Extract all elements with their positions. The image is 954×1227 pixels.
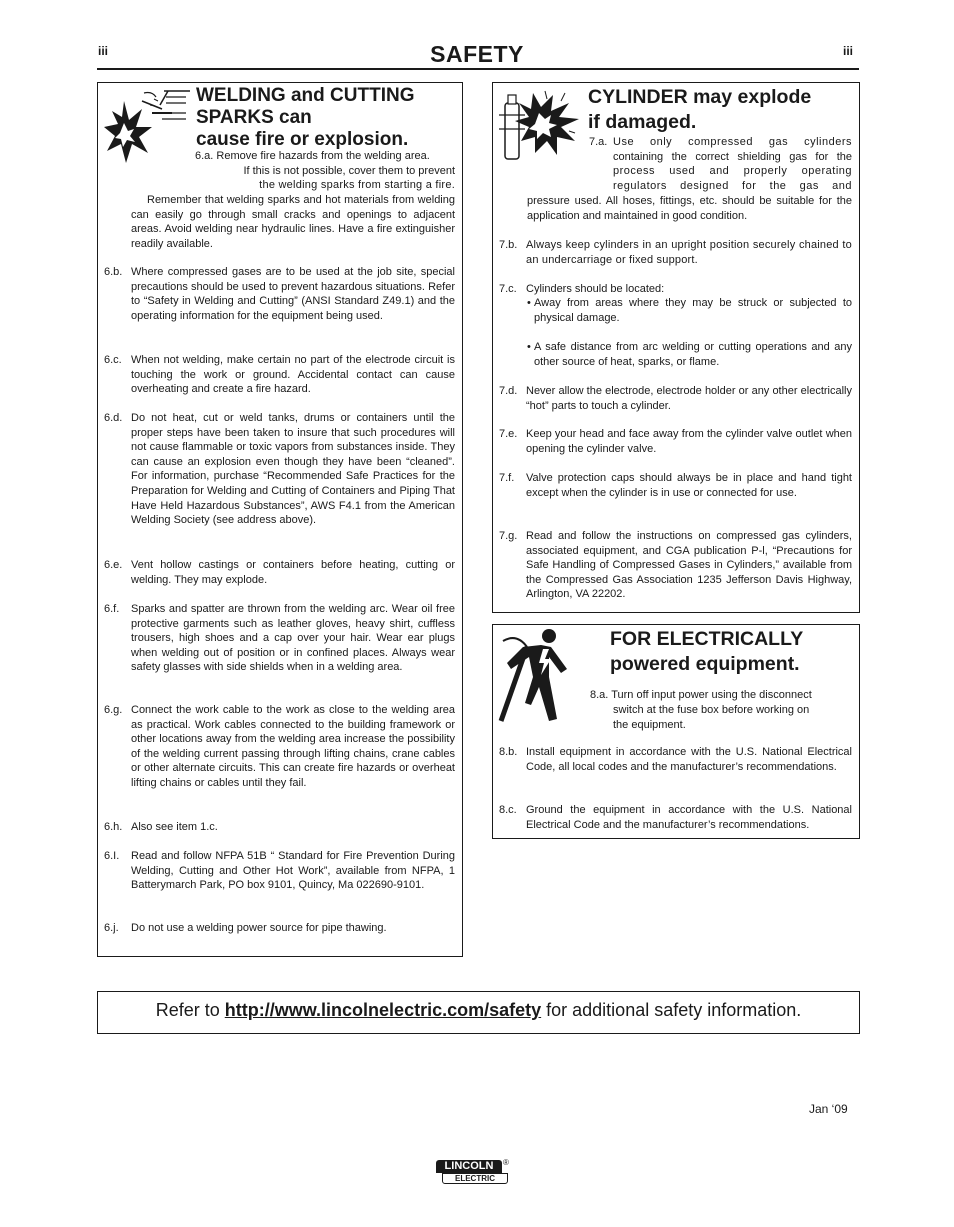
refer-banner — [97, 991, 860, 1034]
item-7f: 7.f. Valve protection caps should always be in place and hand tight except when the cylinder is in use or connected for use. — [499, 472, 852, 499]
item-6h: 6.h. Also see item 1.c. — [104, 821, 218, 833]
title-rule — [97, 68, 859, 70]
page-number-left: iii — [98, 44, 109, 58]
bullet-7c-2: • A safe distance from arc welding or cutting operations and any other source of heat, sparks, or flame. — [527, 341, 852, 368]
electrical-section: FOR ELECTRICALLY powered equipment. 8.a. Turn off input power using the disconnect switch at the fuse box before working on the equipment. 8.b. Install equipment in accordance with the U.S. National Electrical Code, all local codes and the manufacturer’s recommendations. 8.c. Ground the equipment in accordance with the U.S. National Electrical Code and the manufacturer’s recommendations. — [492, 624, 860, 839]
refer-line: Refer to http://www.lincolnelectric.com/safety for additional safety information. — [155, 1000, 802, 1020]
item-7c: 7.c. Cylinders should be located: — [499, 283, 665, 295]
sparks-explosion-icon — [102, 87, 192, 165]
item-6i: 6.I. Read and follow NFPA 51B “ Standard for Fire Prevention During Welding, Cutting and Other Hot Work”, available from NFPA, 1 Batterymarch Park, PO box 9101, Quincy, Ma 022690-9101. — [104, 850, 455, 892]
item-6e: 6.e. Vent hollow castings or containers before heating, cutting or welding. They may explode. — [104, 559, 455, 586]
safety-link[interactable]: http://www.lincolnelectric.com/safety — [224, 1000, 542, 1020]
page-number-right: iii — [843, 44, 854, 58]
bullet-7c-1: • Away from areas where they may be struck or subjected to physical damage. — [527, 297, 852, 324]
item-6b: 6.b. Where compressed gases are to be used at the job site, special precautions should be used to prevent hazardous situations. Refer to “Safety in Welding and Cutting” (ANSI Standard Z49.1) and the operating information for the equipment being used. — [104, 266, 455, 322]
cylinder-section: CYLINDER may explode if damaged. 7.a. Use only compressed gas cylinders containing the correct shielding gas for the process used and properly operating regulators designed for the gas and pressure used. All hoses, fittings, etc. should be suitable for the application and maintained in good condition. 7.b. Always keep cylinders in an upright position securely chained to an undercarriage or fixed support. 7.c. Cylinders should be located: • Away from areas where they may be struck or subjected to physical damage. • A safe distance from arc welding or cutting operations and any other source of heat, sparks, or flame. 7.d. Never allow the electrode, electrode holder or any other electrically “hot” parts to touch a cylinder. 7.e. Keep your head and face away from the cylinder valve outlet when opening the cylinder valve. 7.f. Valve protection caps should always be in place and hand tight except when the cylinder is in use or connected for use. 7.g. Read and follow the instructions on compressed gas cylinders, associated equipment, and CGA publication P-l, “Precautions for Safe Handling of Compressed Gases in Cylinders,” available from the Compressed Gas Association 1235 Jefferson Davis Highway, Arlington, VA 22202. — [492, 82, 860, 613]
cylinder-heading: CYLINDER may explode if damaged. — [588, 86, 812, 134]
welding-heading: WELDING and CUTTING SPARKS can cause fire or explosion. — [196, 85, 415, 150]
item-7b: 7.b. Always keep cylinders in an upright position securely chained to an undercarriage or fixed support. — [499, 239, 852, 266]
item-7d: 7.d. Never allow the electrode, electrode holder or any other electrically “hot” parts to touch a cylinder. — [499, 385, 852, 412]
item-6g: 6.g. Connect the work cable to the work as close to the welding area as practical. Work cables connected to the building framework or other locations away from the welding area increase the possibility of the welding current passing through lifting chains, crane cables or other alternate circuits. This can create fire hazards or overheat lifting chains or cables until they fail. — [104, 704, 455, 789]
item-7e: 7.e. Keep your head and face away from the cylinder valve outlet when opening the cylinder valve. — [499, 428, 852, 455]
item-6d: 6.d. Do not heat, cut or weld tanks, drums or containers until the proper steps have been taken to insure that such procedures will not cause flammable or toxic vapors from substances inside. They can cause an explosion even though they have been “cleaned”. For information, purchase “Recommended Safe Practices for the Preparation for Welding and Cutting of Containers and Piping That Have Held Hazardous Substances”, AWS F4.1 from the American Welding Society (see address above). — [104, 412, 455, 527]
item-6c: 6.c. When not welding, make certain no part of the electrode circuit is touching the work or ground. Accidental contact can cause overheating and create a fire hazard. — [104, 354, 455, 396]
welding-sparks-section: WELDING and CUTTING SPARKS can cause fire or explosion. 6.a. Remove fire hazards from the welding area. If this is not possible, cover them to prevent the welding sparks from starting a fire. Remember that welding sparks and hot materials from welding can easily go through small cracks and openings to adjacent areas. Avoid welding near hydraulic lines. Have a fire extinguisher readily available. 6.b. Where compressed gases are to be used at the job site, special precautions should be used to prevent hazardous situations. Refer to “Safety in Welding and Cutting” (ANSI Standard Z49.1) and the operating information for the equipment being used. 6.c. When not welding, make certain no part of the electrode circuit is touching the work or ground. Accidental contact can cause overheating and create a fire hazard. 6.d. Do not heat, cut or weld tanks, drums or containers until the proper steps have been taken to insure that such procedures will not cause flammable or toxic vapors from substances inside. They can cause an explosion even though they have been “cleaned”. For information, purchase “Recommended Safe Practices for the Preparation for Welding and Cutting of Containers and Piping That Have Held Hazardous Substances”, AWS F4.1 from the American Welding Society (see address above). 6.e. Vent hollow castings or containers before heating, cutting or welding. They may explode. 6.f. Sparks and spatter are thrown from the welding arc. Wear oil free protective garments such as leather gloves, heavy shirt, cuffless trousers, high shoes and a cap over your hair. Wear ear plugs when welding out of position or in confined places. Always wear safety glasses with side shields when in a welding area. 6.g. Connect the work cable to the work as close to the welding area as practical. Work cables connected to the building framework or other locations away from the welding area increase the possibility of the welding current passing through lifting chains, crane cables or other alternate circuits. This can create fire hazards or overheat lifting chains or cables until they fail. 6.h. Also see item 1.c. 6.I. Read and follow NFPA 51B “ Standard for Fire Prevention During Welding, Cutting and Other Hot Work”, available from NFPA, 1 Batterymarch Park, PO box 9101, Quincy, Ma 022690-9101. 6.j. Do not use a welding power source for pipe thawing. — [97, 82, 463, 957]
item-8c: 8.c. Ground the equipment in accordance with the U.S. National Electrical Code and the manufacturer’s recommendations. — [499, 804, 852, 831]
item-6f: 6.f. Sparks and spatter are thrown from the welding arc. Wear oil free protective garments such as leather gloves, heavy shirt, cuffless trousers, high shoes and a cap over your hair. Wear ear plugs when welding out of position or in confined places. Always wear safety glasses with side shields when in a welding area. — [104, 603, 455, 674]
item-8b: 8.b. Install equipment in accordance with the U.S. National Electrical Code, all local codes and the manufacturer’s recommendations. — [499, 746, 852, 773]
electric-shock-icon — [497, 627, 581, 723]
electrical-heading: FOR ELECTRICALLY powered equipment. — [610, 628, 804, 676]
lincoln-electric-logo: LINCOLN ELECTRIC ® — [436, 1160, 510, 1186]
cylinder-explosion-icon — [495, 89, 581, 161]
item-7g: 7.g. Read and follow the instructions on compressed gas cylinders, associated equipment, and CGA publication P-l, “Precautions for Safe Handling of Compressed Gases in Cylinders,” available from the Compressed Gas Association 1235 Jefferson Davis Highway, Arlington, VA 22202. — [499, 530, 852, 601]
revision-date: Jan ‘09 — [809, 1102, 848, 1116]
item-6j: 6.j. Do not use a welding power source for pipe thawing. — [104, 922, 387, 934]
page-title: SAFETY — [430, 41, 524, 67]
